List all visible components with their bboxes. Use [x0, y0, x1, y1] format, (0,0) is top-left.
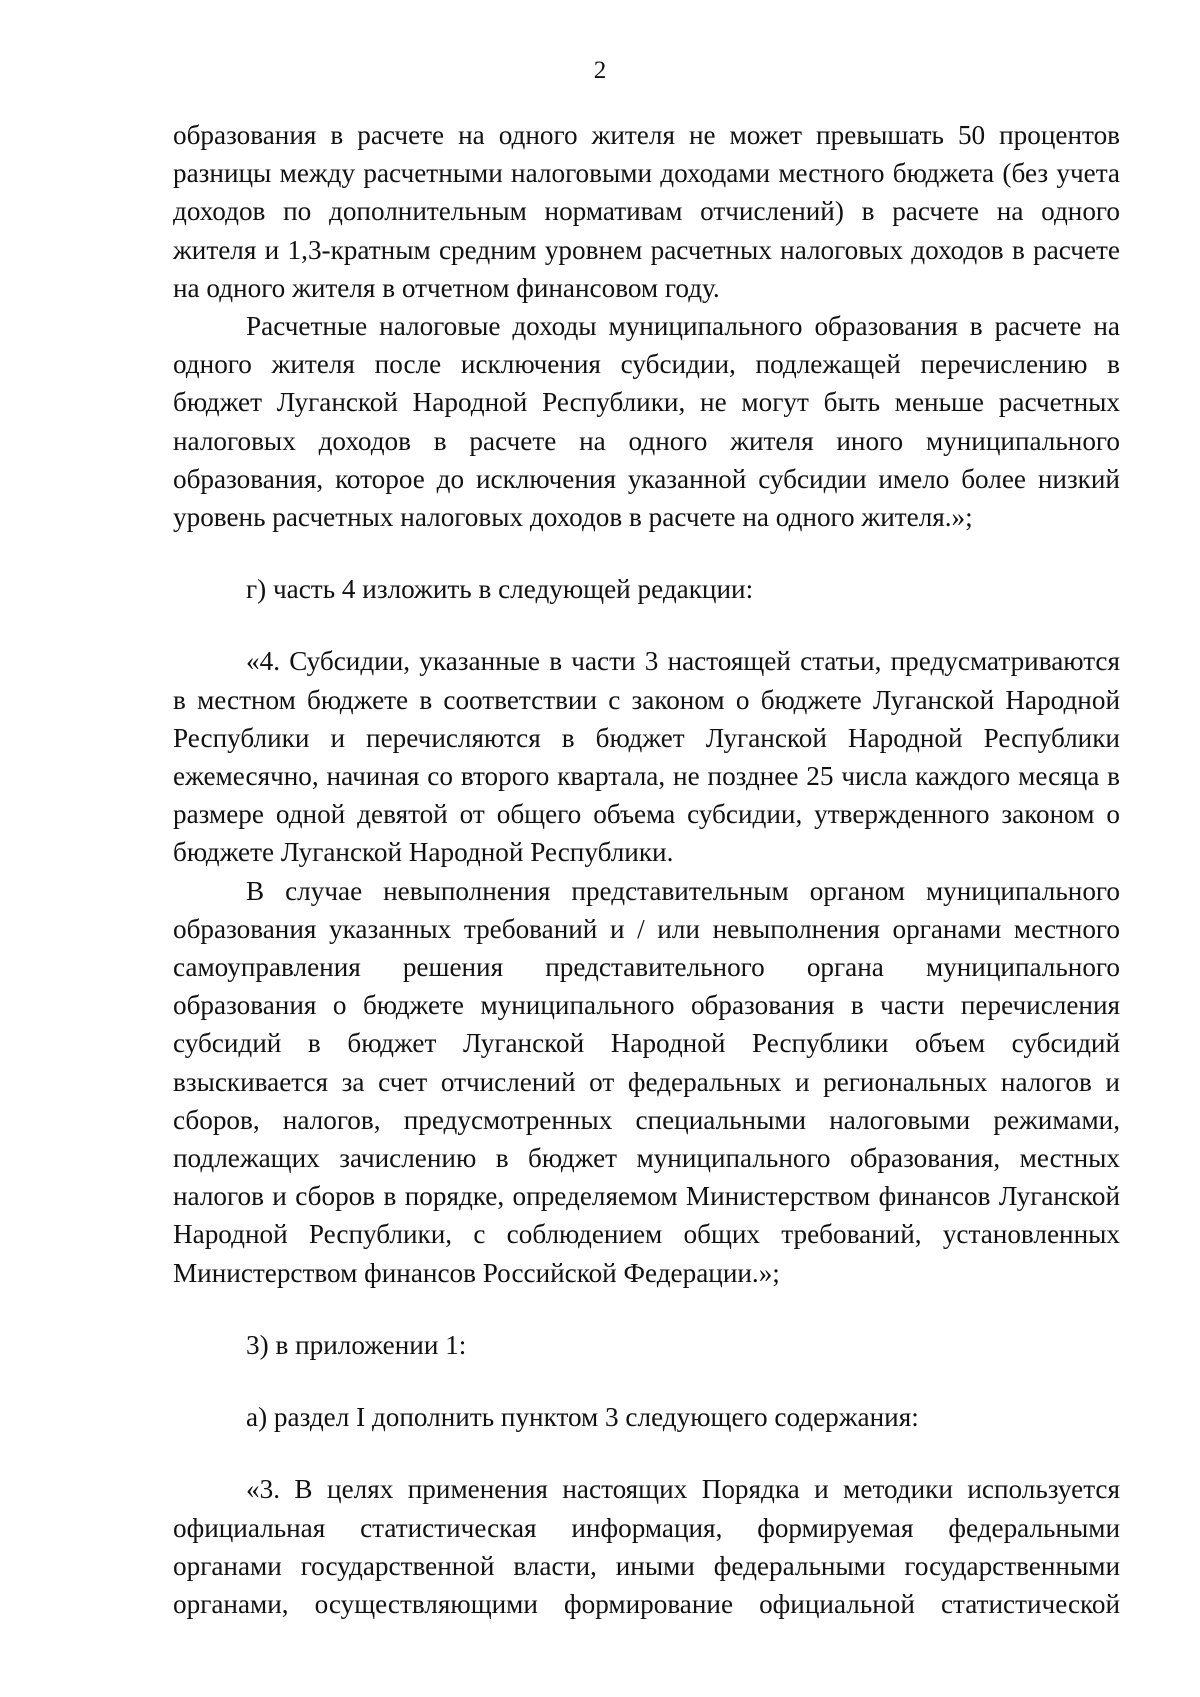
- paragraph-tax-income-limit: Расчетные налоговые доходы муниципального образования в расчете на одного жителя после исключения субсидии, подлежащей перечислению в бюджет Луганской Народной Республики, не могут быть меньше расчетных налоговых доходов в расчете на одного жителя иного муниципального образования, которое до исключения указанной субсидии имело более низкий уровень расчетных налоговых доходов в расчете на одного жителя.»;: [173, 311, 1120, 533]
- paragraph-amendment-part-4: г) часть 4 изложить в следующей редакции:: [246, 574, 754, 605]
- paragraph-continuation: образования в расчете на одного жителя не может превышать 50 процентов разницы между расчетными налоговыми доходами местного бюджета (без учета доходов по дополнительным нормативам отчислений) в расчете на одного жителя и 1,3-кратным средним уровнем расчетных налоговых доходов в расчете на одного жителя в отчетном финансовом году.: [173, 120, 1120, 303]
- paragraph-statistical-info: «3. В целях применения настоящих Порядка и методики используется официальная статистическая информация, формируемая федеральными органами государственной власти, иными федеральными государственными органами, осуществляющими формирование официальной статистической: [173, 1474, 1120, 1619]
- paragraph-non-fulfillment: В случае невыполнения представительным органом муниципального образования указанных требований и / или невыполнения органами местного самоуправления решения представительного органа муниципального образования о бюджете муниципального образования в части перечисления субсидий в бюджет Луганской Народной Республики объем субсидий взыскивается за счет отчислений от федеральных и региональных налогов и сборов, налогов, предусмотренных специальными налоговыми режимами, подлежащих зачислению в бюджет муниципального образования, местных налогов и сборов в порядке, определяемом Министерством финансов Луганской Народной Республики, с соблюдением общих требований, установленных Министерством финансов Российской Федерации.»;: [173, 875, 1120, 1288]
- paragraph-subsidies-part-4: «4. Субсидии, указанные в части 3 настоящей статьи, предусматриваются в местном бюджете в соответствии с законом о бюджете Луганской Народной Республики и перечисляются в бюджет Луганской Народной Республики ежемесячно, начиная со второго квартала, не позднее 25 числа каждого месяца в размере одной девятой от общего объема субсидии, утвержденного законом о бюджете Луганской Народной Республики.: [173, 646, 1120, 868]
- page-number: 2: [593, 57, 607, 84]
- paragraph-section-1-addition: а) раздел I дополнить пунктом 3 следующего содержания:: [246, 1402, 919, 1433]
- paragraph-appendix-1: 3) в приложении 1:: [246, 1329, 467, 1360]
- document-body: [173, 116, 1120, 1623]
